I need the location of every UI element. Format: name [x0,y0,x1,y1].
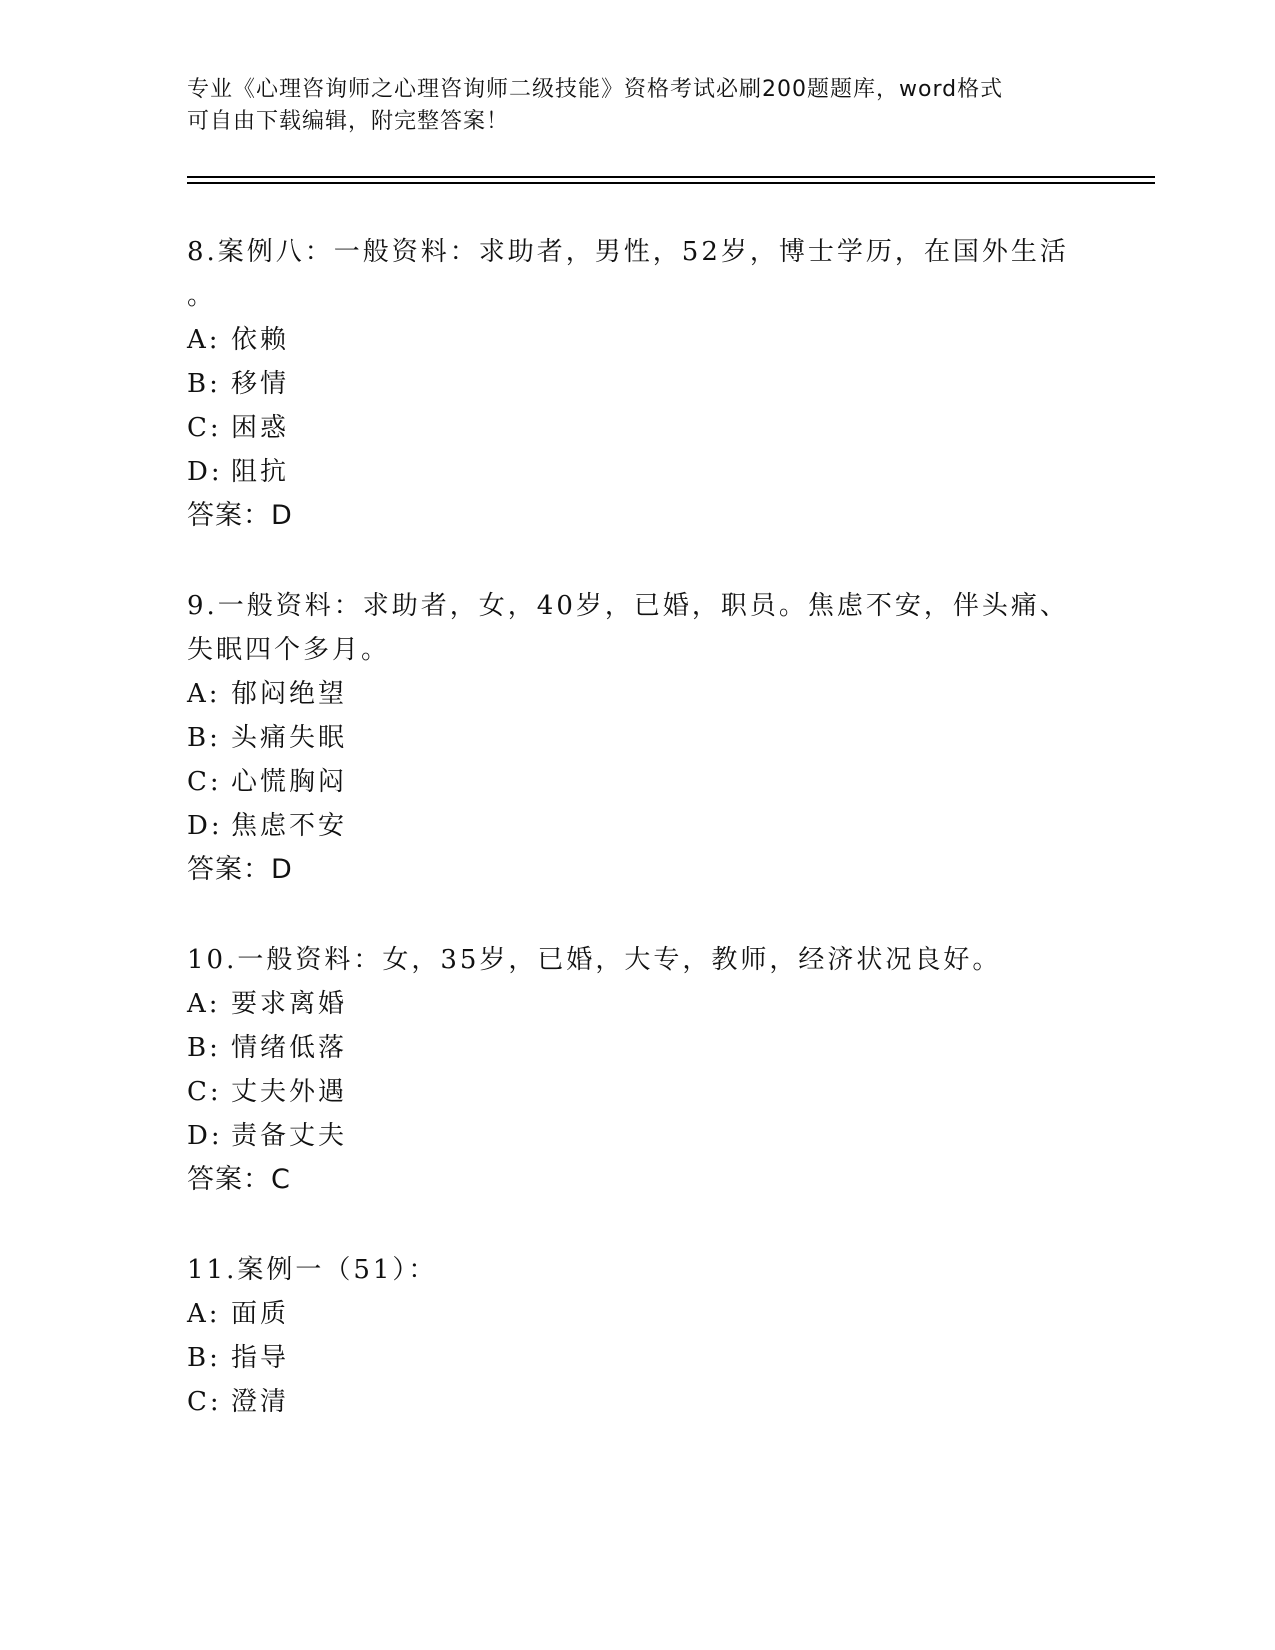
option-label: C: [187,413,222,443]
question-9-option-d [187,804,347,848]
question-9-stem-line-1: 9.一般资料：求助者，女，40岁，已婚，职员。焦虑不安，伴头痛、 [187,591,1069,621]
option-label: B: [187,369,221,399]
question-11-stem-line-1: 11.案例一（51）： [187,1255,438,1285]
header-line-1: 专业《心理咨询师之心理咨询师二级技能》资格考试必刷200题题库，word格式 [187,77,1004,102]
option-label: C: [187,1387,222,1417]
document-header [187,74,1077,138]
question-10-option-b [187,1026,347,1070]
option-label: B: [187,1033,221,1063]
question-8-option-c [187,406,289,450]
option-label: A: [187,989,221,1019]
option-label: A: [187,1299,221,1329]
question-8-stem-line-2: 。 [187,281,217,311]
option-label: C: [187,1077,222,1107]
question-10-stem-line-1: 10.一般资料：女，35岁，已婚，大专，教师，经济状况良好。 [187,945,1002,975]
option-label: B: [187,1343,221,1373]
question-9-answer: 答案：D [187,854,293,885]
option-text: 丈夫外遇 [231,1077,348,1107]
header-divider-top [187,176,1155,178]
question-9-option-a [187,672,347,716]
option-text: 阻抗 [231,457,290,487]
question-9-stem-line-2: 失眠四个多月。 [187,635,391,665]
option-text: 责备丈夫 [231,1121,348,1151]
option-text: 心慌胸闷 [231,767,348,797]
option-text: 移情 [231,369,290,399]
question-11-option-a [187,1292,289,1336]
option-text: 依赖 [231,325,290,355]
header-line-2: 可自由下载编辑，附完整答案！ [187,109,510,134]
option-label: A: [187,325,221,355]
option-text: 指导 [231,1343,290,1373]
question-11-option-b [187,1336,289,1380]
question-10-answer: 答案：C [187,1164,291,1195]
question-10-option-a [187,982,347,1026]
question-8-option-d [187,450,289,494]
option-text: 头痛失眠 [231,723,348,753]
question-8-option-a [187,318,289,362]
question-10-option-d [187,1114,347,1158]
option-text: 要求离婚 [231,989,348,1019]
question-9-option-b [187,716,347,760]
option-text: 澄清 [231,1387,290,1417]
question-8-stem-line-1: 8.案例八：一般资料：求助者，男性，52岁，博士学历，在国外生活 [187,237,1069,267]
question-8-answer: 答案：D [187,500,293,531]
option-label: D: [187,811,223,841]
option-text: 郁闷绝望 [231,679,348,709]
header-divider-bottom [187,182,1155,184]
question-11-option-c [187,1380,289,1424]
option-text: 焦虑不安 [231,811,348,841]
question-10-option-c [187,1070,347,1114]
option-label: B: [187,723,221,753]
option-label: D: [187,1121,223,1151]
question-8-option-b [187,362,289,406]
option-text: 情绪低落 [231,1033,348,1063]
option-text: 困惑 [231,413,290,443]
option-label: A: [187,679,221,709]
option-label: C: [187,767,222,797]
option-label: D: [187,457,223,487]
question-9-option-c [187,760,347,804]
option-text: 面质 [231,1299,290,1329]
